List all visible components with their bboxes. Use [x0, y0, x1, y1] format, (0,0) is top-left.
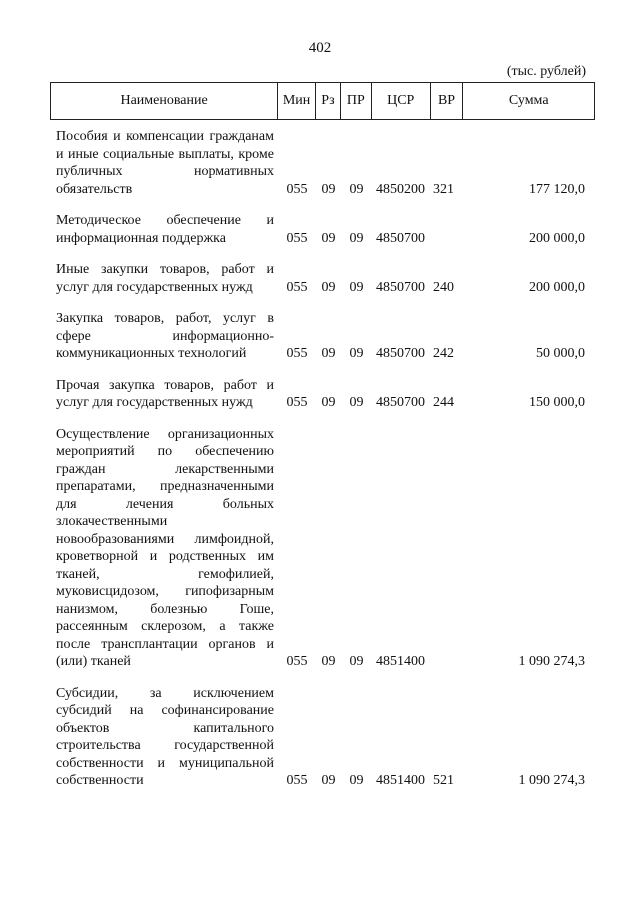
- row-rz: 09: [321, 346, 336, 361]
- row-pr: 09: [349, 181, 364, 197]
- table-header: [50, 82, 595, 120]
- row-min: 055: [286, 279, 308, 295]
- row-name: Иные закупки товаров, работ и услуг для государственных нужд: [56, 262, 274, 295]
- row-pr: 09: [349, 346, 364, 361]
- row-csr: 4850700: [376, 346, 425, 361]
- table-row: [50, 685, 595, 790]
- table-row: [50, 310, 595, 363]
- row-min: 055: [286, 395, 308, 410]
- table-row: [50, 426, 595, 671]
- header-min: Мин: [278, 83, 316, 119]
- header-vr: ВР: [431, 83, 464, 119]
- row-vr: 244: [433, 395, 454, 410]
- row-name: Пособия и компенсации гражданам и иные социальные выплаты, кроме публичных нормативных обязательств: [56, 129, 274, 197]
- table-row: [50, 128, 595, 198]
- row-csr: 4850200: [376, 181, 425, 197]
- row-vr: 242: [433, 346, 454, 361]
- header-sum: Сумма: [508, 93, 549, 108]
- row-csr: 4850700: [376, 230, 425, 246]
- row-vr: 321: [433, 181, 454, 197]
- header-csr: ЦСР: [372, 83, 431, 119]
- row-rz: 09: [321, 230, 336, 246]
- header-rz: Рз: [316, 83, 341, 119]
- row-csr: 4851400: [376, 773, 425, 788]
- row-name: Осуществление организационных мероприятий по обеспечению граждан лекарственными препаратами, предназначенными для лечения больных злокачественными новообразованиями лимфоидной, кроветворной и родственных им тканей, гемофилией, муковисцидозом, гипофизарным нанизмом, болезнью Гоше, рассеянным склерозом, а также после трансплантации органов и (или) тканей: [56, 426, 274, 669]
- row-sum: 150 000,0: [529, 395, 585, 410]
- table-row: [50, 212, 595, 247]
- row-name: Закупка товаров, работ, услуг в сфере информационно-коммуникационных технологий: [56, 311, 274, 361]
- row-min: 055: [286, 654, 308, 669]
- row-min: 055: [286, 230, 308, 246]
- row-name: Прочая закупка товаров, работ и услуг для государственных нужд: [56, 377, 274, 410]
- row-sum: 1 090 274,3: [518, 773, 585, 788]
- row-name: Субсидии, за исключением субсидий на софинансирование объектов капитального строительства государственной собственности и муниципальной собственности: [56, 685, 274, 788]
- table-row: [50, 261, 595, 296]
- units-label: (тыс. рублей): [506, 64, 586, 79]
- row-vr: 240: [433, 279, 454, 295]
- row-vr: 521: [433, 773, 454, 788]
- budget-table: [50, 82, 595, 790]
- row-sum: 200 000,0: [529, 279, 585, 295]
- row-rz: 09: [321, 279, 336, 295]
- row-rz: 09: [321, 773, 336, 788]
- row-min: 055: [286, 346, 308, 361]
- header-name: Наименование: [51, 83, 278, 119]
- row-pr: 09: [349, 773, 364, 788]
- row-pr: 09: [349, 279, 364, 295]
- row-min: 055: [286, 773, 308, 788]
- row-sum: 177 120,0: [529, 181, 585, 197]
- row-csr: 4850700: [376, 279, 425, 295]
- table-row: [50, 377, 595, 412]
- row-sum: 200 000,0: [529, 230, 585, 246]
- row-rz: 09: [321, 181, 336, 197]
- row-min: 055: [286, 181, 308, 197]
- row-csr: 4851400: [376, 654, 425, 669]
- header-pr: ПР: [341, 83, 372, 119]
- row-pr: 09: [349, 395, 364, 410]
- row-pr: 09: [349, 654, 364, 669]
- row-rz: 09: [321, 654, 336, 669]
- row-sum: 50 000,0: [536, 346, 585, 361]
- page-number: 402: [308, 40, 332, 56]
- row-sum: 1 090 274,3: [518, 654, 585, 669]
- row-vr: [431, 426, 464, 671]
- row-csr: 4850700: [376, 395, 425, 410]
- row-vr: [431, 212, 464, 247]
- row-name: Методическое обеспечение и информационная поддержка: [56, 213, 274, 246]
- row-pr: 09: [349, 230, 364, 246]
- row-rz: 09: [321, 395, 336, 410]
